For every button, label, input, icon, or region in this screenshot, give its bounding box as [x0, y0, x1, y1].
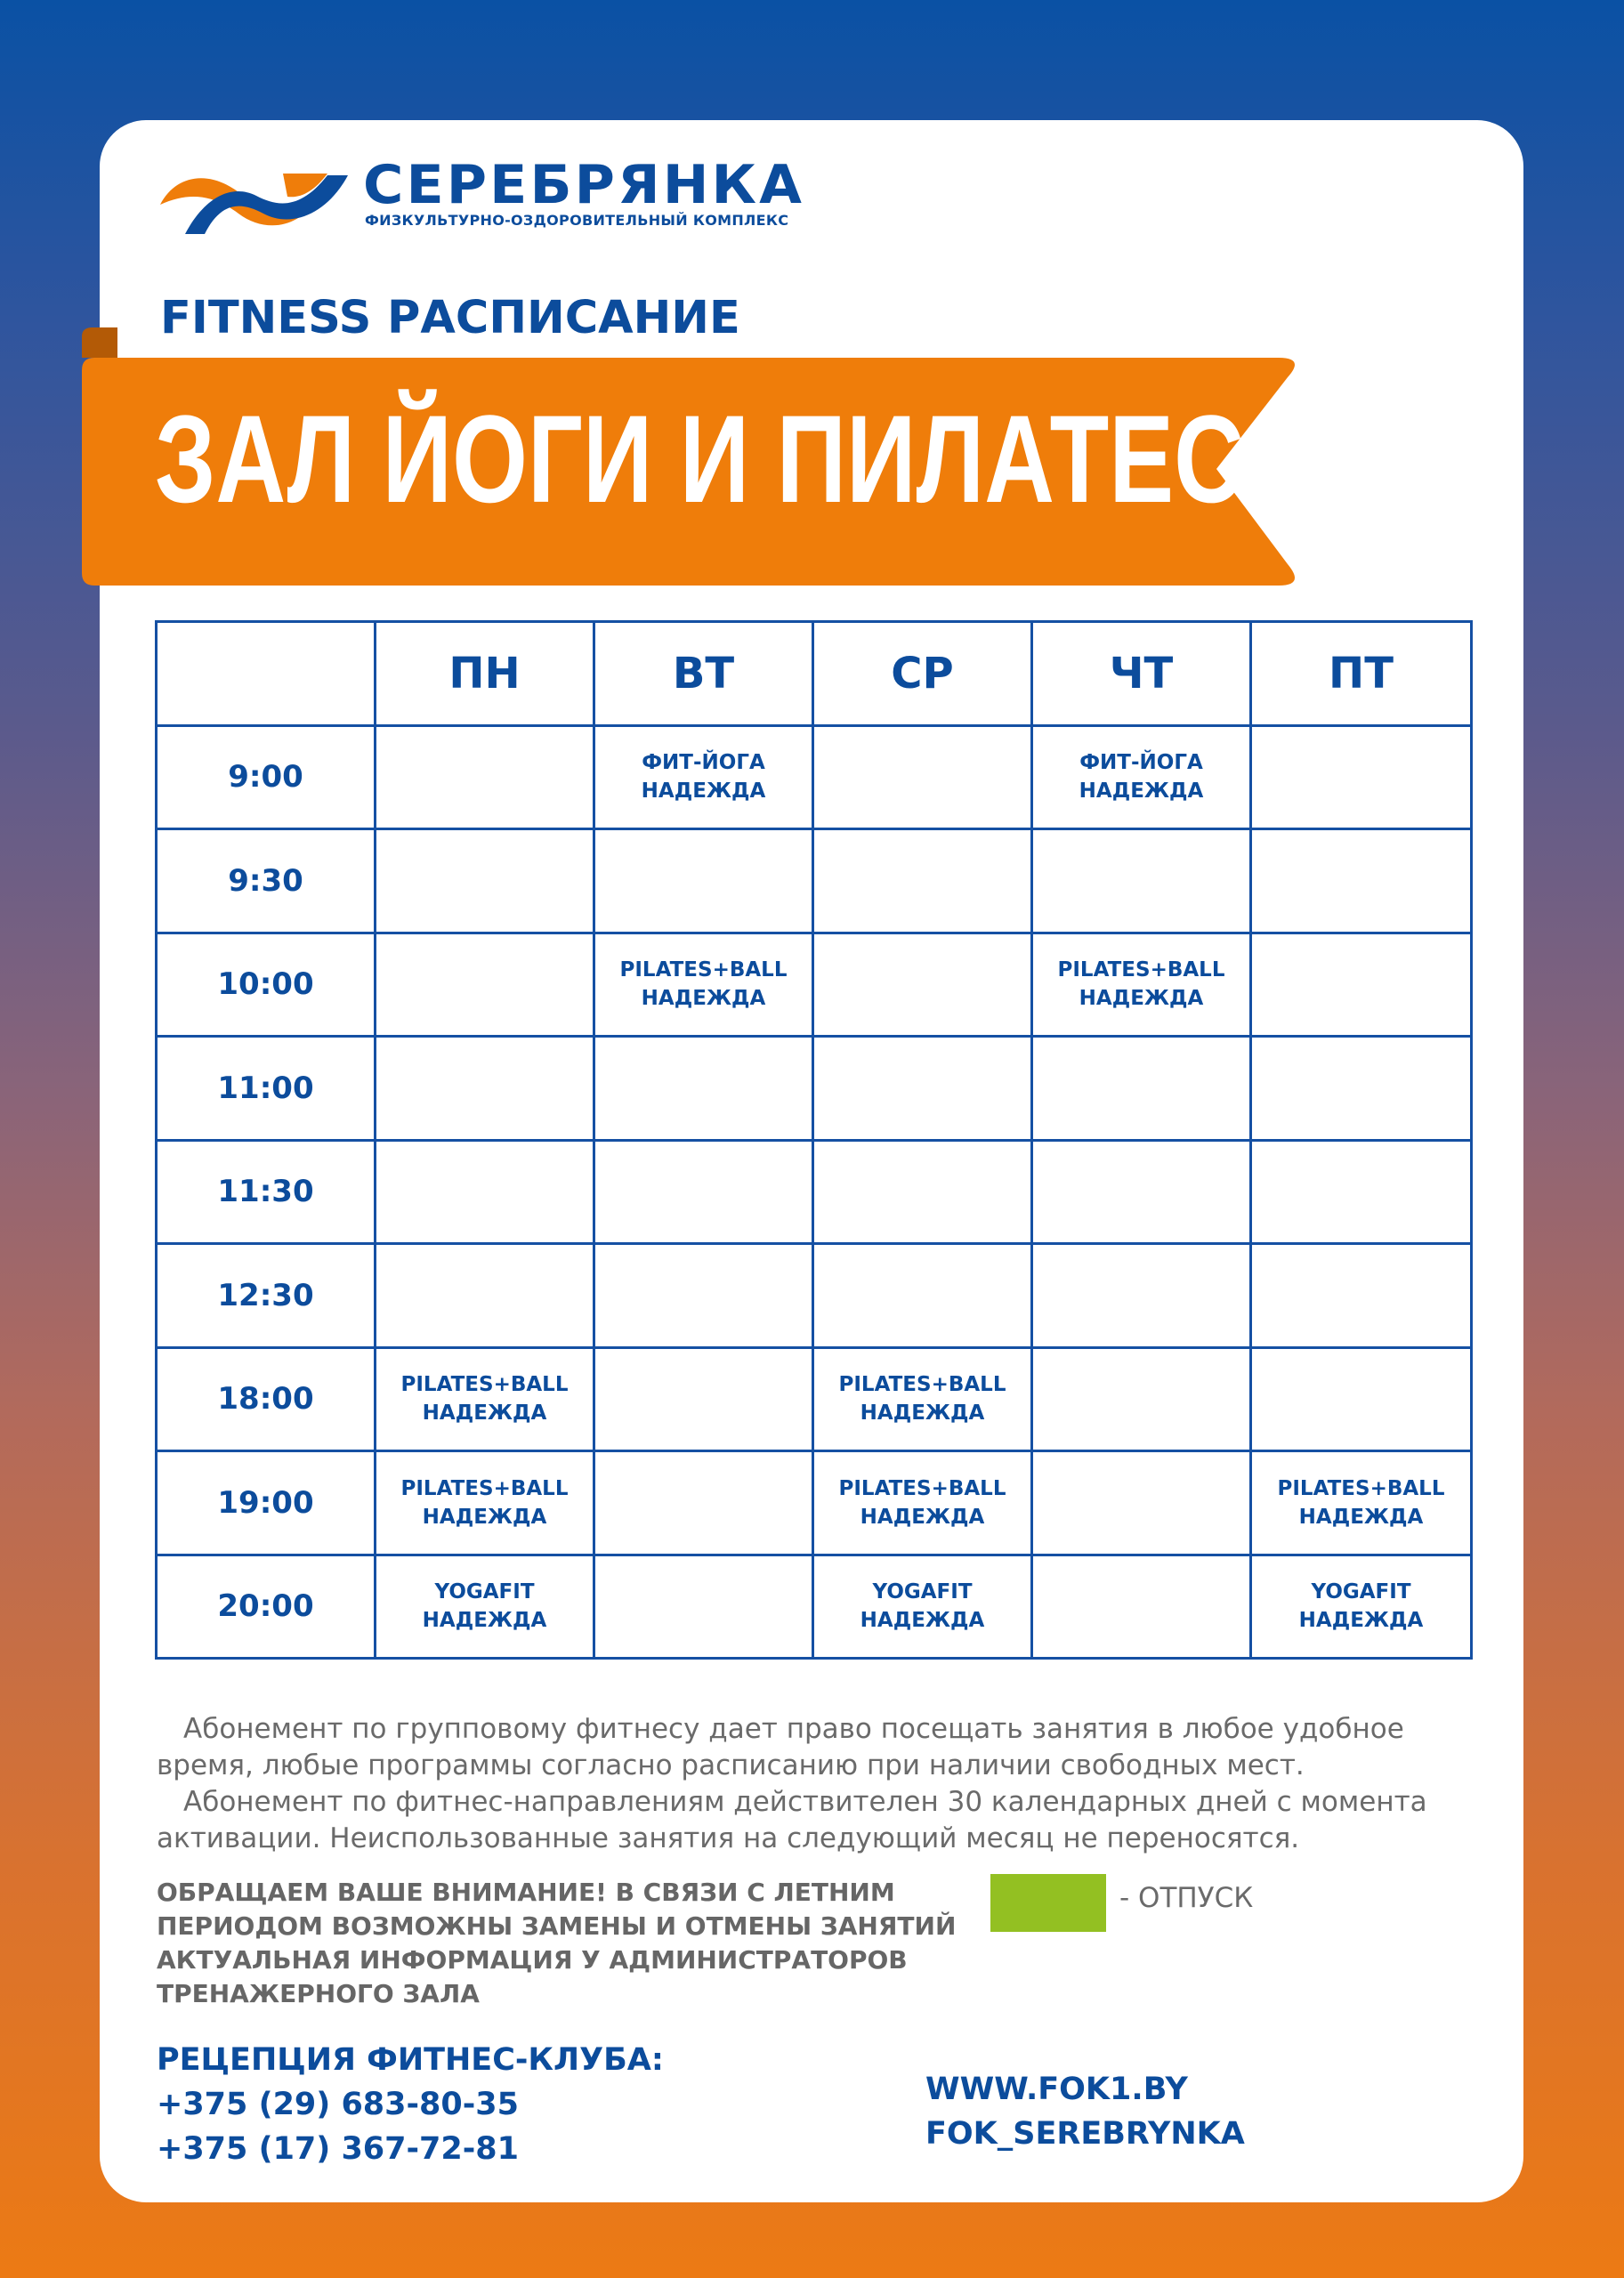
class-cell [813, 1555, 1032, 1659]
day-header: СР [813, 622, 1032, 726]
schedule-row [157, 725, 1472, 829]
time-cell: 18:00 [157, 1347, 376, 1451]
class-cell [594, 933, 813, 1037]
trainer-name: НАДЕЖДА [1079, 987, 1204, 1011]
empty-cell [1251, 725, 1472, 829]
class-name: PILATES+BALL [400, 1476, 569, 1500]
website-link[interactable]: WWW.FOK1.BY [925, 2072, 1188, 2107]
class-name: ФИТ-ЙОГА [1079, 751, 1203, 775]
empty-cell [376, 1140, 594, 1244]
wave-logo-icon [158, 165, 350, 236]
class-name: PILATES+BALL [1277, 1476, 1445, 1500]
empty-cell [813, 1140, 1032, 1244]
schedule-row [157, 1037, 1472, 1141]
empty-cell [594, 1037, 813, 1141]
reception-contacts [157, 2038, 664, 2171]
trainer-name: НАДЕЖДА [422, 1505, 547, 1529]
trainer-name: НАДЕЖДА [422, 1402, 547, 1426]
class-name: ФИТ-ЙОГА [642, 751, 765, 775]
phone-number[interactable]: +375 (29) 683-80-35 [157, 2087, 519, 2122]
empty-cell [813, 1037, 1032, 1141]
time-cell: 11:00 [157, 1037, 376, 1141]
empty-cell [594, 1140, 813, 1244]
empty-cell [1032, 1037, 1251, 1141]
empty-cell [1032, 1555, 1251, 1659]
trainer-name: НАДЕЖДА [860, 1609, 985, 1633]
phone-number[interactable]: +375 (17) 367-72-81 [157, 2131, 519, 2167]
empty-cell [1032, 1347, 1251, 1451]
trainer-name: НАДЕЖДА [641, 780, 766, 804]
vacation-legend-swatch [990, 1874, 1106, 1932]
empty-cell [813, 725, 1032, 829]
schedule-subtitle: FITNESS РАСПИСАНИЕ [160, 292, 740, 344]
schedule-row [157, 829, 1472, 933]
notice-line: ТРЕНАЖЕРНОГО ЗАЛА [157, 1979, 480, 2008]
time-cell: 9:00 [157, 725, 376, 829]
class-cell [376, 1451, 594, 1555]
class-name: YOGAFIT [1311, 1580, 1411, 1604]
trainer-name: НАДЕЖДА [860, 1402, 985, 1426]
empty-cell [376, 829, 594, 933]
schedule-row [157, 933, 1472, 1037]
class-cell [376, 1347, 594, 1451]
empty-cell [1032, 1140, 1251, 1244]
reception-label: РЕЦЕПЦИЯ ФИТНЕС-КЛУБА: [157, 2042, 664, 2078]
empty-cell [594, 1244, 813, 1348]
notice-text [157, 1876, 957, 2011]
empty-cell [1032, 1244, 1251, 1348]
day-header: ПН [376, 622, 594, 726]
corner-cell [157, 622, 376, 726]
day-header: ВТ [594, 622, 813, 726]
empty-cell [594, 1347, 813, 1451]
web-links [925, 2067, 1245, 2156]
schedule-table [155, 620, 1473, 1660]
class-name: PILATES+BALL [1057, 958, 1225, 982]
empty-cell [1032, 829, 1251, 933]
class-cell [1251, 1451, 1472, 1555]
empty-cell [376, 933, 594, 1037]
social-handle[interactable]: FOK_SEREBRYNKA [925, 2116, 1245, 2152]
empty-cell [376, 1037, 594, 1141]
vacation-legend-label: - ОТПУСК [1119, 1882, 1254, 1914]
time-cell: 12:30 [157, 1244, 376, 1348]
class-name: YOGAFIT [872, 1580, 973, 1604]
empty-cell [1251, 829, 1472, 933]
notice-line: ПЕРИОДОМ ВОЗМОЖНЫ ЗАМЕНЫ И ОТМЕНЫ ЗАНЯТИЙ [157, 1911, 957, 1941]
page-title: ЗАЛ ЙОГИ И ПИЛАТЕСА [155, 389, 1313, 529]
schedule-row [157, 1140, 1472, 1244]
schedule-row [157, 1555, 1472, 1659]
class-name: YOGAFIT [434, 1580, 535, 1604]
notice-line: ОБРАЩАЕМ ВАШЕ ВНИМАНИЕ! В СВЯЗИ С ЛЕТНИМ [157, 1878, 895, 1907]
day-header: ПТ [1251, 622, 1472, 726]
empty-cell [813, 829, 1032, 933]
empty-cell [1032, 1451, 1251, 1555]
info-paragraph: Абонемент по групповому фитнесу дает право посещать занятия в любое удобное время, любые программы согласно расписанию при наличии свободных мест. [157, 1713, 1404, 1781]
time-cell: 10:00 [157, 933, 376, 1037]
empty-cell [1251, 933, 1472, 1037]
trainer-name: НАДЕЖДА [860, 1505, 985, 1529]
class-cell [1032, 725, 1251, 829]
empty-cell [376, 725, 594, 829]
class-cell [376, 1555, 594, 1659]
class-cell [813, 1347, 1032, 1451]
trainer-name: НАДЕЖДА [422, 1609, 547, 1633]
empty-cell [1251, 1244, 1472, 1348]
class-name: PILATES+BALL [619, 958, 788, 982]
time-cell: 20:00 [157, 1555, 376, 1659]
empty-cell [376, 1244, 594, 1348]
schedule-row [157, 1347, 1472, 1451]
schedule-header-row [157, 622, 1472, 726]
empty-cell [594, 829, 813, 933]
trainer-name: НАДЕЖДА [1079, 780, 1204, 804]
trainer-name: НАДЕЖДА [641, 987, 766, 1011]
time-cell: 9:30 [157, 829, 376, 933]
banner-fold [82, 327, 117, 358]
class-cell [1032, 933, 1251, 1037]
class-cell [1251, 1555, 1472, 1659]
time-cell: 19:00 [157, 1451, 376, 1555]
class-name: PILATES+BALL [400, 1373, 569, 1397]
trainer-name: НАДЕЖДА [1298, 1505, 1424, 1529]
empty-cell [594, 1555, 813, 1659]
brand-tagline: ФИЗКУЛЬТУРНО-ОЗДОРОВИТЕЛЬНЫЙ КОМПЛЕКС [365, 212, 789, 229]
empty-cell [813, 933, 1032, 1037]
empty-cell [813, 1244, 1032, 1348]
time-cell: 11:30 [157, 1140, 376, 1244]
trainer-name: НАДЕЖДА [1298, 1609, 1424, 1633]
schedule-row [157, 1451, 1472, 1555]
schedule-row [157, 1244, 1472, 1348]
brand-name: СЕРЕБРЯНКА [363, 154, 805, 216]
empty-cell [1251, 1347, 1472, 1451]
class-cell [813, 1451, 1032, 1555]
notice-line: АКТУАЛЬНАЯ ИНФОРМАЦИЯ У АДМИНИСТРАТОРОВ [157, 1945, 908, 1975]
empty-cell [1251, 1037, 1472, 1141]
day-header: ЧТ [1032, 622, 1251, 726]
info-paragraph: Абонемент по фитнес-направлениям действителен 30 календарных дней с момента активации. Неиспользованные занятия на следующий месяц не переносятся. [157, 1786, 1427, 1854]
class-cell [594, 725, 813, 829]
class-name: PILATES+BALL [838, 1476, 1006, 1500]
empty-cell [1251, 1140, 1472, 1244]
empty-cell [594, 1451, 813, 1555]
class-name: PILATES+BALL [838, 1373, 1006, 1397]
